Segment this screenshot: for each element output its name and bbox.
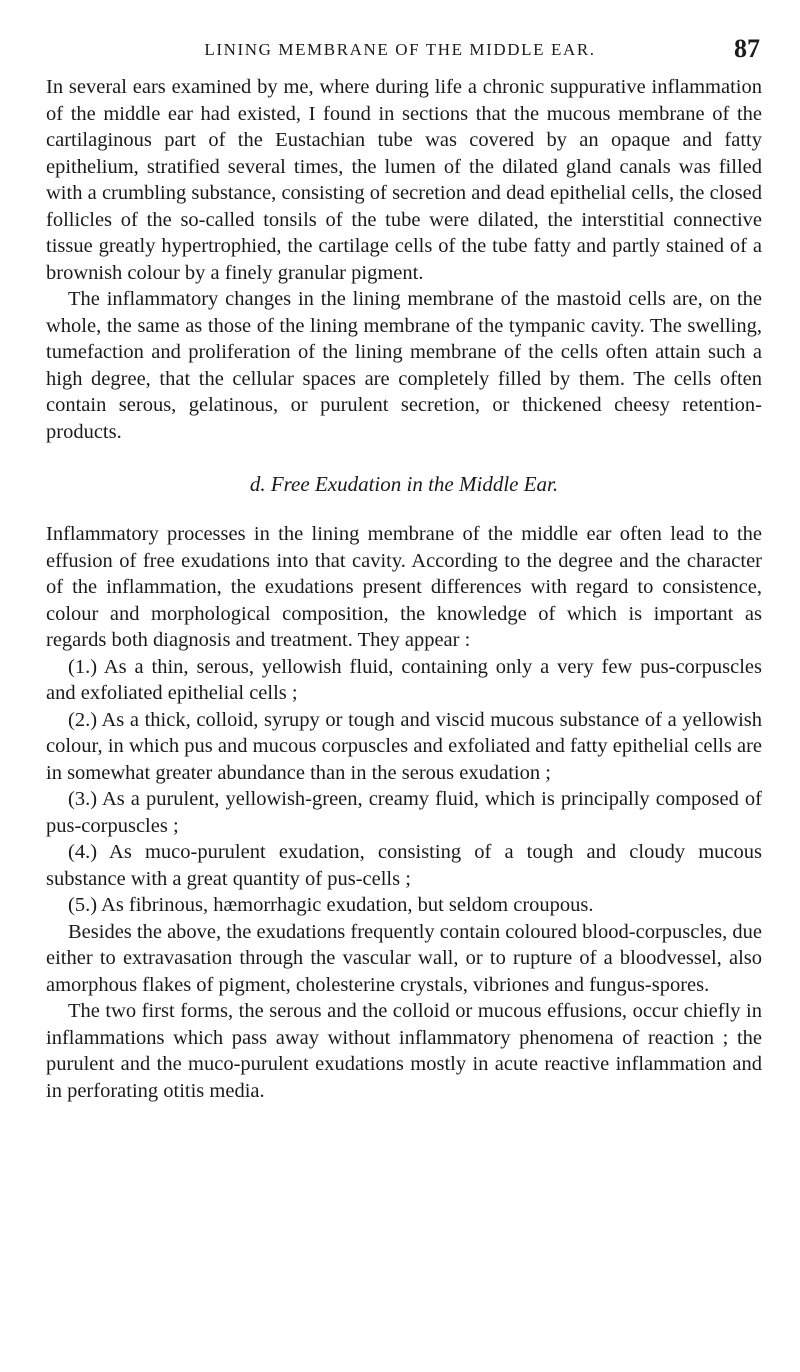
- paragraph: Besides the above, the exudations frequently contain coloured blood-corpuscles, due either to extravasation through the vascular wall, or to rupture of a bloodvessel, also amorphous flakes of pigment, cholesterine crystals, vibriones and fungus-spores.: [46, 920, 762, 996]
- section-heading: d. Free Exudation in the Middle Ear.: [249, 472, 559, 496]
- paragraph: The two first forms, the serous and the colloid or mucous effusions, occur chiefly in inflammations which pass away without inflammatory phenomena of reaction ; the purulent and the muco-purulent exudations mostly in acute reactive inflammation and in perforating otitis media.: [46, 1000, 762, 1102]
- list-item: (1.) As a thin, serous, yellowish fluid, containing only a very few pus-corpuscles and exfoliated epithelial cells ;: [46, 655, 762, 704]
- paragraph: The inflammatory changes in the lining membrane of the mastoid cells are, on the whole, the same as those of the lining membrane of the tympanic cavity. The swelling, tumefaction and proliferation of the lining membrane of the cells often attain such a high degree, that the cellular spaces are completely filled by them. The cells often contain serous, gelatinous, or purulent secretion, or thickened cheesy retention-products.: [46, 288, 762, 443]
- running-title: LINING MEMBRANE OF THE MIDDLE EAR.: [204, 40, 596, 59]
- page-number: 87: [734, 34, 760, 63]
- paragraph: Inflammatory processes in the lining membrane of the middle ear often lead to the effusion of free exudations into that cavity. According to the degree and the character of the inflammation, the exudations present differences with regard to consistence, colour and morphological composition, the knowledge of which is important as regards both diagnosis and treatment. They appear :: [46, 523, 762, 651]
- list-item: (4.) As muco-purulent exudation, consisting of a tough and cloudy mucous substance with a great quantity of pus-cells ;: [46, 841, 762, 890]
- paragraph: In several ears examined by me, where during life a chronic suppurative inflammation of the middle ear had existed, I found in sections that the mucous membrane of the cartilaginous part of the Eustachian tube was covered by an opaque and fatty epithelium, stratified several times, the lumen of the dilated gland canals was filled with a crumbling substance, consisting of secretion and dead epithelial cells, the closed follicles of the so-called tonsils of the tube were dilated, the interstitial connective tissue greatly hypertrophied, the cartilage cells of the tube fatty and partly stained of a brownish colour by a finely granular pigment.: [46, 76, 762, 284]
- body-text: [46, 74, 762, 1104]
- list-item: (5.) As fibrinous, hæmorrhagic exudation, but seldom croupous.: [68, 894, 594, 916]
- page-header: [40, 34, 760, 64]
- list-item: (2.) As a thick, colloid, syrupy or tough and viscid mucous substance of a yellowish colour, in which pus and mucous corpuscles and exfoliated and fatty epithelial cells are in somewhat greater abundance than in the serous exudation ;: [46, 708, 762, 784]
- list-item: (3.) As a purulent, yellowish-green, creamy fluid, which is principally composed of pus-corpuscles ;: [46, 788, 762, 837]
